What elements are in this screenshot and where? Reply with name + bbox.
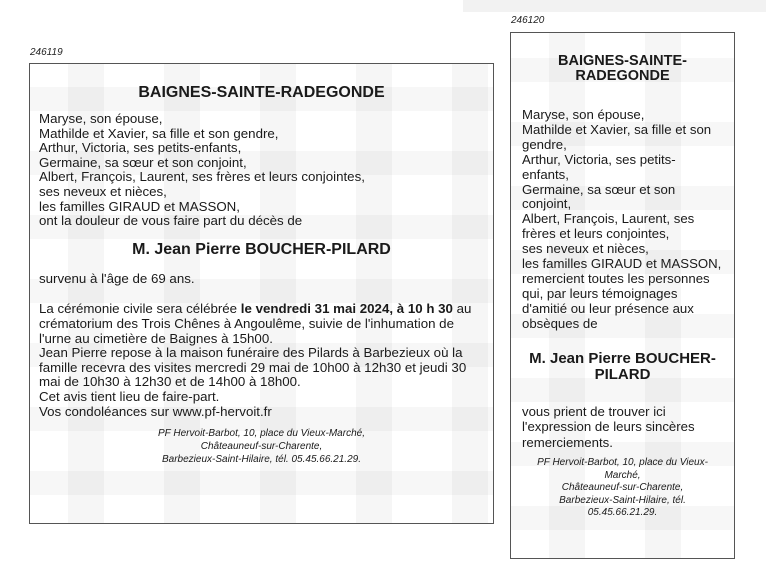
family-line: Arthur, Victoria, ses petits-enfants, — [39, 140, 242, 156]
family-line: obsèques de — [522, 315, 598, 331]
deceased-name — [511, 351, 734, 383]
ceremony-rest: au crématorium des Trois Chênes à Angoulême, suivie de l'inhumation de l'urne au cimetière de Baignes à 15h00. — [39, 301, 472, 346]
ceremony-paragraph — [30, 302, 493, 346]
footer-line: Barbezieux-Saint-Hilaire, tél. 05.45.66.21.29. — [161, 454, 361, 466]
family-line: Albert, François, Laurent, ses frères et leurs conjointes, — [39, 169, 365, 185]
closing-line: remerciements. — [522, 434, 613, 450]
condolences-line: Vos condoléances sur www.pf-hervoit.fr — [39, 403, 272, 419]
footer-line: Marché, — [604, 469, 641, 481]
family-list — [511, 108, 734, 332]
notice-line: Cet avis tient lieu de faire-part. — [39, 388, 220, 404]
family-line: qui, par leurs témoignages — [522, 285, 678, 301]
notice-ref-left: 246119 — [30, 47, 63, 58]
footer-line: PF Hervoit-Barbot, 10, place du Vieux-Marché, — [158, 428, 365, 440]
family-line: Albert, François, Laurent, ses — [522, 211, 695, 227]
place-line: RADEGONDE — [575, 68, 670, 84]
name-line: M. Jean Pierre BOUCHER- — [529, 349, 716, 367]
family-line: les familles GIRAUD et MASSON, — [522, 256, 722, 272]
footer-line: Châteauneuf-sur-Charente, — [561, 482, 684, 494]
age-line: survenu à l'âge de 69 ans. — [39, 270, 195, 286]
closing-line: l'expression de leurs sincères — [522, 419, 695, 435]
place-heading — [511, 54, 734, 84]
funeral-home-footer — [30, 427, 493, 466]
family-line: ses neveux et nièces, — [39, 183, 167, 199]
family-line: Mathilde et Xavier, sa fille et son gendre, — [39, 125, 279, 141]
footer-line: Châteauneuf-sur-Charente, — [200, 441, 323, 453]
closing-line: vous prient de trouver ici — [522, 403, 666, 419]
place-heading: BAIGNES-SAINTE-RADEGONDE — [138, 84, 385, 101]
family-line: Germaine, sa sœur et son — [522, 181, 676, 197]
family-line: conjoint, — [522, 196, 572, 212]
obituary-notice-left — [29, 63, 494, 524]
name-line: PILARD — [594, 365, 651, 383]
family-line: Arthur, Victoria, ses petits- — [522, 151, 676, 167]
family-line: Germaine, sa sœur et son conjoint, — [39, 154, 247, 170]
funeral-home-footer — [511, 457, 734, 520]
obituary-notice-right — [510, 32, 735, 559]
family-line: ses neveux et nièces, — [522, 241, 649, 257]
family-list — [30, 112, 493, 229]
place-line: BAIGNES-SAINTE- — [558, 53, 687, 69]
closing-text — [511, 404, 734, 451]
family-line: remercient toutes les personnes — [522, 270, 710, 286]
notice-ref-right: 246120 — [511, 15, 545, 26]
family-line: Maryse, son épouse, — [39, 111, 163, 126]
family-line: d'amitié ou leur présence aux — [522, 300, 694, 316]
family-line: ont la douleur de vous faire part du décès de — [39, 213, 303, 229]
footer-line: Barbezieux-Saint-Hilaire, tél. — [559, 494, 686, 506]
family-line: enfants, — [522, 166, 569, 182]
top-strip — [463, 0, 766, 12]
visit-paragraph: Jean Pierre repose à la maison funéraire des Pilards à Barbezieux où la famille recevra des visites mercredi 29 mai de 10h00 à 12h30 et jeudi 30 mai de 10h30 à 12h30 et de 14h00 à 18h00. — [39, 345, 467, 390]
footer-line: PF Hervoit-Barbot, 10, place du Vieux- — [537, 457, 708, 469]
deceased-name: M. Jean Pierre BOUCHER-PILARD — [132, 240, 391, 258]
family-line: Maryse, son épouse, — [522, 107, 645, 122]
ceremony-intro: La cérémonie civile sera célébrée — [39, 301, 238, 317]
family-line: gendre, — [522, 136, 567, 152]
ceremony-date: le vendredi 31 mai 2024, à 10 h 30 — [240, 301, 453, 317]
family-line: frères et leurs conjointes, — [522, 226, 670, 242]
footer-line: 05.45.66.21.29. — [587, 507, 658, 519]
family-line: Mathilde et Xavier, sa fille et son — [522, 121, 712, 137]
family-line: les familles GIRAUD et MASSON, — [39, 198, 240, 214]
